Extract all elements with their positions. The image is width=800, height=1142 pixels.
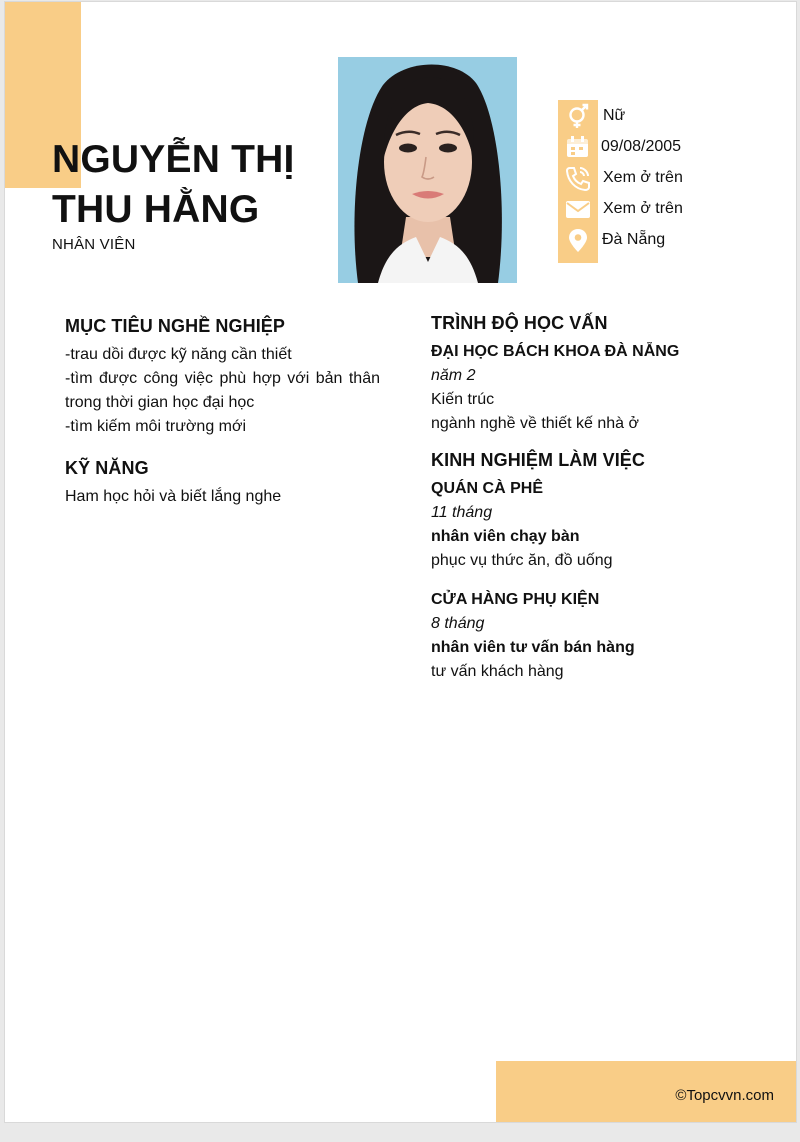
name-line-1: NGUYỄN THỊ (52, 138, 295, 181)
education-major: Kiến trúc (431, 391, 495, 408)
job-description: tư vấn khách hàng (431, 663, 564, 680)
contact-phone (558, 162, 778, 193)
company-name: CỬA HÀNG PHỤ KIỆN (431, 591, 600, 608)
email-text: Xem ở trên (603, 200, 683, 217)
birthday-text: 09/08/2005 (601, 138, 682, 155)
skills-section (65, 458, 380, 509)
cv-page (4, 1, 797, 1123)
company-name: QUÁN CÀ PHÊ (431, 480, 544, 497)
experience-item (431, 588, 751, 684)
experience-section (431, 450, 751, 684)
school-name: ĐẠI HỌC BÁCH KHOA ĐÀ NẴNG (431, 343, 680, 360)
objective-line: -trau dồi được kỹ năng cần thiết (65, 346, 292, 363)
phone-icon (564, 165, 592, 191)
name-line-2: THU HẰNG (52, 188, 260, 231)
profile-photo (338, 57, 517, 283)
calendar-icon (564, 134, 592, 160)
career-objective-title: MỤC TIÊU NGHỀ NGHIỆP (65, 316, 286, 336)
job-role: nhân viên tư vấn bán hàng (431, 639, 635, 656)
phone-text: Xem ở trên (603, 169, 683, 186)
job-role: nhân viên chạy bàn (431, 528, 580, 545)
job-position: NHÂN VIÊN (52, 236, 136, 253)
candidate-name (52, 135, 295, 235)
job-duration: 8 tháng (431, 615, 485, 632)
education-title: TRÌNH ĐỘ HỌC VẤN (431, 313, 608, 333)
gender-text: Nữ (603, 107, 626, 124)
location-icon (564, 227, 592, 253)
experience-title: KINH NGHIỆM LÀM VIỆC (431, 450, 646, 470)
experience-item (431, 477, 751, 573)
education-section (431, 313, 751, 436)
location-text: Đà Nẵng (602, 231, 666, 248)
career-objective-section (65, 316, 380, 439)
job-description: phục vụ thức ăn, đồ uống (431, 552, 613, 569)
skills-title: KỸ NĂNG (65, 458, 149, 478)
contact-email (558, 193, 778, 224)
gender-icon (564, 103, 592, 129)
contact-location (558, 224, 778, 255)
contact-birthday (558, 131, 778, 162)
email-icon (564, 196, 592, 222)
copyright-text: ©Topcvvn.com (675, 1087, 774, 1104)
objective-line: -tìm kiếm môi trường mới (65, 418, 247, 435)
education-time: năm 2 (431, 367, 476, 384)
education-description: ngành nghề về thiết kế nhà ở (431, 415, 639, 432)
skills-text: Ham học hỏi và biết lắng nghe (65, 488, 282, 505)
job-duration: 11 tháng (431, 504, 493, 521)
objective-line: -tìm được công việc phù hợp với bản thân trong thời gian học đại học (65, 370, 380, 411)
contact-gender (558, 100, 778, 131)
